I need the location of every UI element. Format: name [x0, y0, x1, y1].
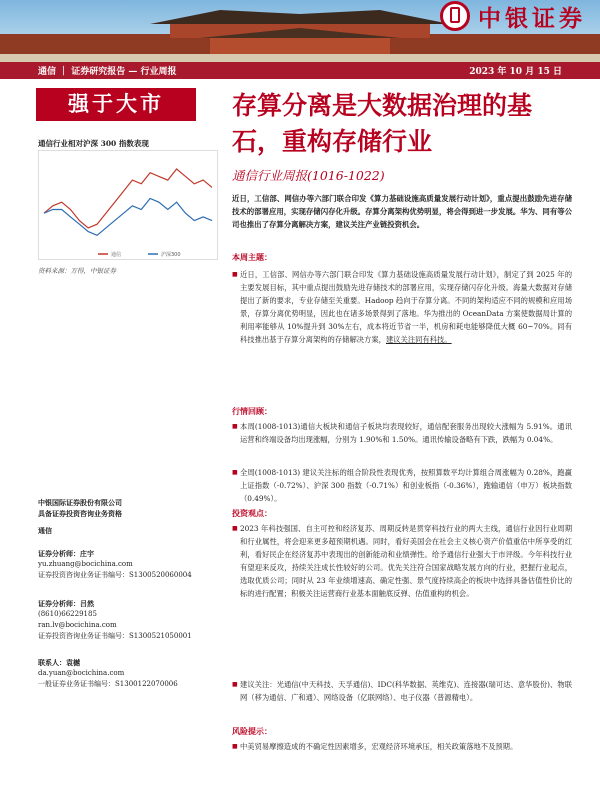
- chart-source: 资料来源：万得，中银证券: [38, 267, 116, 275]
- report-category: 通信 ｜ 证券研究报告 — 行业周报: [38, 67, 177, 77]
- company-name: 中银国际证券股份有限公司: [38, 498, 122, 507]
- market-item-2: ■ 全周(1008-1013) 建议关注标的组合阶段性表现优秀，按照算数平均计算组合周涨幅为 0.28%，跑赢上证指数（-0.72%）、沪深 300 指数（-0.71%）和创业板指（-0.36%），跑输通信（申万）板块指数（0.49%）。: [240, 466, 572, 505]
- market-item-1: ■ 本周(1008-1013)通信大板块和通信子板块均表现较好，通信配套服务出现较大涨幅为 5.91%。通讯运营和终端设备均出现涨幅，分别为 1.90%和 1.50%。通讯传输设备略有下跌，跌幅为 0.04%。: [240, 420, 572, 446]
- legend-label-1: 沪深300: [161, 252, 181, 258]
- performance-chart: [38, 150, 218, 260]
- advice-item-1: ■ 2023 年科技强国、自主可控和经济复苏、周期反转是贯穿科技行业的两大主线，通信行业因行业周期和行业属性，将会迎来更多超预期机遇。同时，看好美国会在社会主义核心资产价值重估中所享受的红利，看好民企在经济复苏中表现出的创新能动和业绩弹性。给予通信行业强大于市评级。今年科技行业有望迎来反攻，持续关注成长性较好的公司。优先关注符合国家战略发展方向的行业，把握行业起点，选取优质公司；同时从 23 年业绩增速高、确定性强、景气度持续高企的板块中选择具备估值性价比的标的进行配置；积极关注运营商行业基本面触底反弹、估值重构的机会。: [240, 522, 572, 600]
- legend-label-0: 通信: [111, 252, 122, 258]
- section-investment-view: 投资观点：: [232, 508, 272, 518]
- analyst-2: [38, 598, 192, 642]
- rating-badge: 强于大市: [36, 88, 196, 121]
- brand-name: 中银证券: [478, 5, 586, 32]
- report-subtitle: 通信行业周报(1016-1022): [232, 168, 385, 183]
- report-title: 存算分离是大数据治理的基石，重构存储行业: [232, 91, 533, 156]
- company-license: 具备证券投资咨询业务资格: [38, 509, 122, 518]
- contact-email: da.yuan@bocichina.com: [38, 669, 125, 677]
- section-main-theme: 本周主题：: [232, 252, 272, 262]
- analyst-2-role: 证券分析师：吕然: [38, 599, 94, 608]
- section-risk: 风险提示：: [232, 726, 272, 736]
- advice-item-2: ■ 建议关注：光通信(中天科技、天孚通信)、IDC(科华数据、英维克)、连接器(瑞可达、意华股份)、物联网（移为通信、广和通）、网络设备（亿联网络）、电子仪器（普源精电）。: [240, 678, 572, 704]
- analyst-2-phone: (8610)66229185: [38, 610, 97, 618]
- report-date: 2023 年 10 月 15 日: [469, 67, 562, 77]
- contact-role: 联系人：袁樾: [38, 658, 80, 667]
- analyst-1-cert: 证券投资咨询业务证书编号：S1300520060004: [38, 571, 192, 579]
- brand-logo: [440, 2, 586, 30]
- main-theme-item: [240, 268, 572, 346]
- analyst-1: [38, 548, 192, 581]
- analyst-1-role: 证券分析师：庄宇: [38, 549, 94, 558]
- report-bar: [0, 62, 600, 79]
- analyst-2-cert: 证券投资咨询业务证书编号：S1300521050001: [38, 632, 192, 640]
- company-info: [38, 497, 122, 536]
- risk-item: ■ 中美贸易摩擦造成的不确定性因素增多，宏观经济环境承压，相关政策落地不及预期。: [240, 740, 572, 753]
- boc-logo-icon: [440, 1, 470, 31]
- chart-title: 通信行业相对沪深 300 指数表现: [38, 139, 149, 148]
- analyst-2-email: ran.lv@bocichina.com: [38, 621, 117, 629]
- section-market-review: 行情回顾：: [232, 406, 272, 416]
- report-summary: 近日，工信部、网信办等六部门联合印发《算力基础设施高质量发展行动计划》，重点提出鼓励先进存储技术的部署应用，实现存储闪存化升级。存算分离架构优势明显，将会得到进一步发展。华为、同有等公司也推出了存算分离解决方案，建议关注产业链投资机会。: [232, 194, 572, 229]
- industry-label: 通信: [38, 526, 52, 535]
- analyst-1-email: yu.zhuang@bocichina.com: [38, 560, 133, 568]
- main-theme-text: 近日，工信部、网信办等六部门联合印发《算力基础设施高质量发展行动计划》，制定了到 2025 年的主要发展目标，其中重点提出鼓励先进存储技术的部署应用，实现存储闪存化升级。海量大数据对存储提出了新的要求，专业存储至关重要。Hadoop 趋向于存算分离。不同的架构适应不同的规模和应用场景，存算分离优势明显，因此也在诸多场景得到了落地。华为推出的 OceanData 方案使数据局计算的利用率能够从 10%提升到 30%左右，成本将近节省一半，机房和耗电能够降低大概 60~70%。同有科技推出基于存算分离架构的存储解决方案，: [240, 270, 572, 344]
- contact-person: [38, 657, 178, 690]
- header-banner: [0, 0, 600, 62]
- contact-cert: 一般证券业务证书编号：S1300122070006: [38, 680, 178, 688]
- main-theme-link[interactable]: 建议关注同有科技。: [385, 335, 452, 344]
